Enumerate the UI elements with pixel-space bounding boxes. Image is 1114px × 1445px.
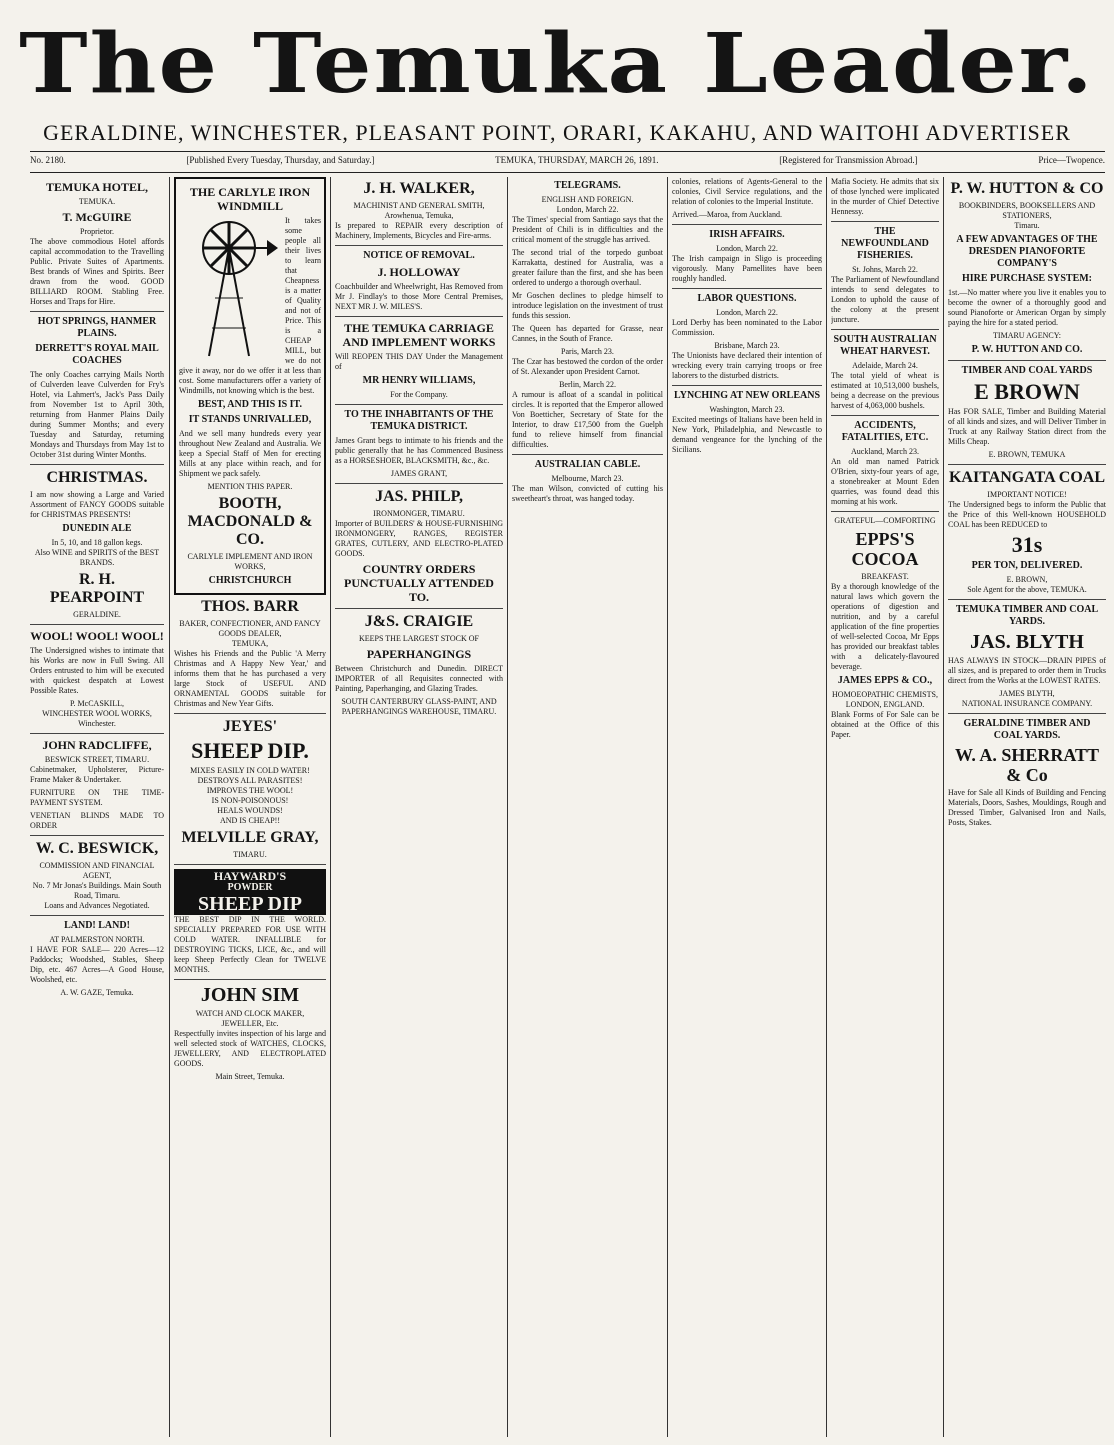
melville-place: TIMARU. <box>233 850 267 859</box>
separator <box>948 464 1106 465</box>
agency-title: TIMARU AGENCY: <box>993 331 1061 340</box>
cocoa-body: By a thorough knowledge of the natural laws which govern the operations of digestion and nutrition, and by a careful application of the fine properties of well-selected Cocoa, Mr Epps has provided our breakfast tables with a delicately-flavoured beverage. <box>831 582 939 671</box>
ale-title: DUNEDIN ALE <box>62 523 132 534</box>
timber2-title: TEMUKA TIMBER AND COAL YARDS. <box>955 604 1099 627</box>
christmas-body: I am now showing a Large and Varied Assortment of FANCY GOODS suitable for CHRISTMAS PRESENTS! <box>30 490 164 519</box>
article-paragraph: The man Wilson, convicted of cutting his sweetheart's throat, was hanged today. <box>512 484 663 503</box>
wool-title: WOOL! WOOL! WOOL! <box>30 629 164 643</box>
dateline-washington: Washington, March 23. <box>709 405 785 414</box>
sim-body: Respectfully invites inspection of his large and well selected stock of WATCHES, CLOCKS, JEWELLERY, AND ELECTROPLATED GOODS. <box>174 1029 326 1068</box>
blyth-agent: NATIONAL INSURANCE COMPANY. <box>961 699 1093 708</box>
hutton-sub: BOOKBINDERS, BOOKSELLERS AND STATIONERS, <box>958 201 1096 220</box>
wheat-heading: SOUTH AUSTRALIAN WHEAT HARVEST. <box>833 334 937 357</box>
cable-heading: AUSTRALIAN CABLE. <box>534 459 641 470</box>
separator <box>30 624 164 625</box>
separator <box>335 483 503 484</box>
issue-number: No. 2180. <box>30 155 66 165</box>
column-3 <box>335 177 503 1437</box>
booth-city: CHRISTCHURCH <box>208 575 292 586</box>
craigie-body: Between Christchurch and Dunedin. DIRECT IMPORTER of all Requisites connected with Painting, Paperhanging, and Glazing Trades. <box>335 664 503 693</box>
separator <box>335 316 503 317</box>
holloway-name: J. HOLLOWAY <box>377 265 461 279</box>
registration-note: [Registered for Transmission Abroad.] <box>779 155 918 165</box>
radcliffe-name: JOHN RADCLIFFE, <box>42 738 152 752</box>
hutton-name: P. W. HUTTON & CO <box>950 180 1104 197</box>
craigie-sub: KEEPS THE LARGEST STOCK OF <box>358 634 480 643</box>
column-divider <box>667 177 668 1437</box>
sheepdip-line: MIXES EASILY IN COLD WATER! <box>190 766 310 775</box>
blank-forms-note: Blank Forms of For Sale can be obtained at the Office of this Paper. <box>831 710 939 739</box>
carriage-title: THE TEMUKA CARRIAGE AND IMPLEMENT WORKS <box>342 321 496 349</box>
cocoa-tagline: GRATEFUL—COMFORTING <box>834 516 936 525</box>
pearpoint-name: R. H. PEARPOINT <box>49 571 145 606</box>
booth-sub: CARLYLE IMPLEMENT AND IRON WORKS, <box>187 552 313 571</box>
wool-body: The Undersigned wishes to intimate that his Works are now in Full Swing. All Orders entrusted to him will be executed with quickest despatch at Lowest Possible Rates. <box>30 646 164 695</box>
cocoa-sub: BREAKFAST. <box>861 572 909 581</box>
brown-agent-sub: Sole Agent for the above, TEMUKA. <box>967 585 1087 594</box>
dateline-london: London, March 22. <box>716 308 778 317</box>
kaitangata-notice: IMPORTANT NOTICE! <box>987 490 1067 499</box>
separator <box>948 599 1106 600</box>
dateline-melbourne: Melbourne, March 23. <box>551 474 624 483</box>
issue-date: TEMUKA, THURSDAY, MARCH 26, 1891. <box>495 155 659 165</box>
mccaskill-place: WINCHESTER WOOL WORKS, Winchester. <box>42 709 152 728</box>
hotel-body: The above commodious Hotel affords capital accommodation to the Travelling Public. Private Suites of Apartments. Best brands of Wines and Spirits. Beer drawn from the wood. GOOD BILLIARD ROOM. Stabling Free. Horses and Traps for Hire. <box>30 237 164 306</box>
article-paragraph: An old man named Patrick O'Brien, sixty-four years of age, a stonebreaker at Mount Eden quarries, was found dead this morning at his work. <box>831 457 939 506</box>
hotel-place: TEMUKA. <box>78 197 116 206</box>
column-divider <box>169 177 170 1437</box>
geraldine-title: GERALDINE TIMBER AND COAL YARDS. <box>963 718 1091 741</box>
philp-body: Importer of BUILDERS' & HOUSE-FURNISHING IRONMONGERY, RANGES, REGISTER GRATES, CUTLERY, AND ELECTRO-PLATED GOODS. <box>335 519 503 558</box>
separator <box>672 385 822 386</box>
separator <box>30 464 164 465</box>
separator <box>335 404 503 405</box>
williams-name: MR HENRY WILLIAMS, <box>362 375 476 386</box>
craigie-paperhangings: PAPERHANGINGS <box>366 647 472 661</box>
furniture-note: FURNITURE ON THE TIME-PAYMENT SYSTEM. <box>30 788 164 807</box>
article-paragraph: The Times' special from Santiago says that the President of Chili is in difficulties and the critical moment of the struggle has arrived. <box>512 215 663 244</box>
williams-role: For the Company. <box>390 390 448 399</box>
removal-title: NOTICE OF REMOVAL. <box>363 250 475 261</box>
barr-body: Wishes his Friends and the Public 'A Merry Christmas and A Happy New Year,' and informs them that he has purchased a very large Stock of USEFUL AND ORNAMENTAL GOODS suitable for Christmas and New Year Gifts. <box>174 649 326 708</box>
springs-sub: DERRETT'S ROYAL MAIL COACHES <box>35 343 159 366</box>
article-paragraph: The Unionists have declared their intention of wrecking every train carrying troops or free laborers to the disturbed districts. <box>672 351 822 380</box>
hotel-title: TEMUKA HOTEL, <box>45 180 149 194</box>
springs-body: The only Coaches carrying Mails North of Culverden leave Culverden for Fry's Hotel, via Lahmert's, Jack's Pass Daily from November 1st to April 30th, returning from Hanmer Plains Daily during Summer Months; and every Tuesday and Saturday, returning Mondays and Thursdays from May 1st to October 31st during Winter Months. <box>30 370 164 459</box>
cocoa-maker-sub: HOMOEOPATHIC CHEMISTS, LONDON, ENGLAND. <box>832 690 938 709</box>
walker-body: Is prepared to REPAIR every description of Machinery, Implements, Bicycles and Fire-arms. <box>335 221 503 240</box>
sheepdip-line: DESTROYS ALL PARASITES! <box>197 776 303 785</box>
dateline-brisbane: Brisbane, March 23. <box>714 341 780 350</box>
article-paragraph: Arrived.—Maroa, from Auckland. <box>672 210 782 219</box>
separator <box>948 713 1106 714</box>
hayward-banner: POWDER <box>174 883 326 893</box>
windmill-icon <box>179 218 279 358</box>
coal-price: 31s <box>1011 532 1043 557</box>
article-paragraph: The Czar has bestowed the cordon of the order of St. Alexander upon President Carnot. <box>512 357 663 376</box>
separator <box>512 454 663 455</box>
gaze-signature: A. W. GAZE, Temuka. <box>60 988 134 997</box>
sheepdip-line: AND IS CHEAP!! <box>220 816 280 825</box>
column-6 <box>831 177 939 1437</box>
dateline <box>30 155 1105 171</box>
separator <box>672 224 822 225</box>
land-place: AT PALMERSTON NORTH. <box>49 935 145 944</box>
separator <box>335 608 503 609</box>
dateline-paris: Paris, March 23. <box>561 347 614 356</box>
holloway-body: Coachbuilder and Wheelwright, Has Removed from Mr J. Findlay's to those More Central Premises, NEXT MR J. W. MILES'S. <box>335 282 503 311</box>
christmas-title: CHRISTMAS. <box>46 469 148 486</box>
irish-heading: IRISH AFFAIRS. <box>709 229 785 240</box>
column-4 <box>512 177 663 1437</box>
sheepdip-line: IMPROVES THE WOOL! <box>206 786 294 795</box>
rule <box>30 151 1105 152</box>
separator <box>174 979 326 980</box>
dateline-stjohns: St. Johns, March 22. <box>852 265 918 274</box>
newspaper-title: The Temuka Leader. <box>19 14 1095 112</box>
sheepdip-line: IS NON-POISONOUS! <box>211 796 289 805</box>
hire-body: 1st.—No matter where you live it enables you to become the owner of a thoroughly good and sound Pianoforte or American Organ by simply paying the hire for a stated period. <box>948 288 1106 327</box>
brown-name: E BROWN <box>974 379 1080 404</box>
separator <box>831 221 939 222</box>
springs-title: HOT SPRINGS, HANMER PLAINS. <box>37 316 157 339</box>
beswick-role: COMMISSION AND FINANCIAL AGENT, <box>39 861 155 880</box>
article-paragraph: The total yield of wheat is estimated at 10,513,000 bushels, being a decrease on the previous harvest of 4,063,000 bushels. <box>831 371 939 410</box>
windmill-ad <box>174 177 326 595</box>
craigie-name: J&S. CRAIGIE <box>364 613 474 630</box>
barr-name: THOS. BARR <box>201 598 299 615</box>
hayward-banner: HAYWARD'S <box>174 869 326 883</box>
agency-name: P. W. HUTTON AND CO. <box>971 344 1083 355</box>
article-paragraph: The second trial of the torpedo gunboat Karrakatta, destined for Australia, was a greater failure than the first, and she has been ordered to undergo a thorough overhaul. <box>512 248 663 287</box>
barr-place: TEMUKA, <box>231 639 269 648</box>
article-paragraph: The Queen has departed for Grasse, near Cannes, in the South of France. <box>512 324 663 343</box>
masthead <box>0 0 1114 175</box>
barr-sub: BAKER, CONFECTIONER, AND FANCY GOODS DEALER, <box>179 619 321 638</box>
separator <box>831 511 939 512</box>
column-1 <box>30 177 164 1437</box>
walker-place: Arowhenua, Temuka, <box>384 211 454 220</box>
lynching-heading: LYNCHING AT NEW ORLEANS <box>673 390 821 401</box>
philp-sub: IRONMONGER, TIMARU. <box>373 509 465 518</box>
article-paragraph: The Irish campaign in Sligo is proceeding vigorously. Many Parnellites have been roughly handled. <box>672 254 822 283</box>
publication-days: [Published Every Tuesday, Thursday, and Saturday.] <box>186 155 375 165</box>
separator <box>30 733 164 734</box>
sim-name: JOHN SIM <box>200 984 300 1006</box>
blyth-body: HAS ALWAYS IN STOCK—DRAIN PIPES of all sizes, and is prepared to order them in Trucks direct from the Works at the LOWEST RATES. <box>948 656 1106 685</box>
sherratt-body: Have for Sale all Kinds of Building and Fencing Materials, Doors, Sashes, Mouldings, Rough and Dressed Timber, Galvanised Iron and Nails, Posts, Stakes. <box>948 788 1106 827</box>
windmill-title: THE CARLYLE IRON WINDMILL <box>189 185 311 213</box>
blinds-note: VENETIAN BLINDS MADE TO ORDER <box>30 811 164 830</box>
melville-name: MELVILLE GRAY, <box>181 829 319 846</box>
newfoundland-heading: THE NEWFOUNDLAND FISHERIES. <box>841 226 929 261</box>
hotel-owner: T. McGUIRE <box>62 210 132 224</box>
column-divider <box>826 177 827 1437</box>
price: Price—Twopence. <box>1038 155 1105 165</box>
article-paragraph: Excited meetings of Italians have been held in New York, Philadelphia, and Newcastle to demand vengeance for the lynching of the Sicilians. <box>672 415 822 454</box>
separator <box>30 915 164 916</box>
blyth-signature: JAMES BLYTH, <box>999 689 1055 698</box>
column-2 <box>174 177 326 1437</box>
radcliffe-place: BESWICK STREET, TIMARU. <box>44 755 150 764</box>
hayward-banner: SHEEP DIP <box>174 893 326 915</box>
windmill-body-2: And we sell many hundreds every year throughout New Zealand and Australia. We keep a Special Staff of Men for erecting Mills at any place within reach, and for Shipment we pack safely. <box>179 429 321 478</box>
separator <box>174 864 326 865</box>
kaitangata-body: The Undersigned begs to inform the Public that the Price of this Well-known HOUSEHOLD COAL has been REDUCED to <box>948 500 1106 529</box>
column-7 <box>948 177 1106 1437</box>
blyth-name: JAS. BLYTH <box>970 631 1084 653</box>
timber-title: TIMBER AND COAL YARDS <box>961 365 1093 376</box>
cocoa-maker: JAMES EPPS & CO., <box>837 675 933 686</box>
sim-sub: WATCH AND CLOCK MAKER, JEWELLER, Etc. <box>195 1009 305 1028</box>
pearpoint-place: GERALDINE. <box>73 610 121 619</box>
separator <box>831 415 939 416</box>
beswick-address: No. 7 Mr Jonas's Buildings. Main South Road, Timaru. <box>32 881 162 900</box>
walker-sub: MACHINIST AND GENERAL SMITH, <box>353 201 485 210</box>
dateline-berlin: Berlin, March 22. <box>559 380 616 389</box>
grant-body: James Grant begs to intimate to his friends and the public generally that he has Commenced Business as a HORSESHOER, BLACKSMITH, &c., &c. <box>335 436 503 465</box>
column-divider <box>330 177 331 1437</box>
craigie-warehouse: SOUTH CANTERBURY GLASS-PAINT, AND PAPERHANGINGS WAREHOUSE, TIMARU. <box>341 697 497 716</box>
hire-title: HIRE PURCHASE SYSTEM: <box>961 273 1093 284</box>
booth-name: BOOTH, MACDONALD & CO. <box>187 495 313 548</box>
beswick-name: W. C. BESWICK, <box>35 840 159 857</box>
separator <box>948 360 1106 361</box>
walker-name: J. H. WALKER, <box>363 180 475 197</box>
separator <box>174 713 326 714</box>
jeyes-title: JEYES' <box>222 718 278 735</box>
labor-heading: LABOR QUESTIONS. <box>697 293 797 304</box>
land-title: LAND! LAND! <box>64 920 130 931</box>
windmill-body: It takes some people all their lives to learn that Cheapness is a matter of Quality and not of Price. This is a CHEAP MILL, but we do not give it away, nor do we offer it at less than cost. Some manufacturers offer a variety of Windmills, not knowing which is the best. <box>179 216 321 395</box>
windmill-best: BEST, AND THIS IS IT. <box>198 399 302 410</box>
dateline-london: London, March 22. <box>716 244 778 253</box>
hotel-role: Proprietor. <box>80 227 114 236</box>
telegrams-heading: TELEGRAMS. <box>554 180 621 191</box>
windmill-unrivalled: IT STANDS UNRIVALLED, <box>188 414 312 425</box>
article-paragraph: Lord Derby has been nominated to the Labor Commission. <box>672 318 822 337</box>
newspaper-subtitle: GERALDINE, WINCHESTER, PLEASANT POINT, ORARI, KAKAHU, AND WAITOHI ADVERTISER <box>43 120 1071 145</box>
dateline-london: London, March 22. <box>556 205 619 214</box>
beswick-loans: Loans and Advances Negotiated. <box>44 901 150 910</box>
separator <box>335 245 503 246</box>
philp-name: JAS. PHILP, <box>375 488 463 505</box>
sim-address: Main Street, Temuka. <box>215 1072 285 1081</box>
coal-per-ton: PER TON, DELIVERED. <box>971 560 1083 571</box>
article-paragraph: Mafia Society. He admits that six of those lynched were implicated in the murder of Chief Detective Hennessy. <box>831 177 939 216</box>
sheepdip-title: SHEEP DIP. <box>191 738 309 763</box>
article-paragraph: Mr Goschen declines to pledge himself to introduce legislation on the investment of trust funds this session. <box>512 291 663 320</box>
kaitangata-title: KAITANGATA COAL <box>948 469 1105 486</box>
ale-wine: Also WINE and SPIRITS of the BEST BRANDS. <box>34 548 160 567</box>
cocoa-title: EPPS'S COCOA <box>851 529 919 569</box>
column-divider <box>943 177 944 1437</box>
radcliffe-body: Cabinetmaker, Upholsterer, Picture-Frame Maker & Undertaker. <box>30 765 164 784</box>
carriage-body: Will REOPEN THIS DAY Under the Management of <box>335 352 503 371</box>
article-paragraph: colonies, relations of Agents-General to the colonies, Civil Service regulations, and the relation of colonies to the Imperial Institute. <box>672 177 822 206</box>
dateline-adelaide: Adelaide, March 24. <box>852 361 918 370</box>
mccaskill-name: P. McCASKILL, <box>69 699 124 708</box>
brown-signature: E. BROWN, TEMUKA <box>988 450 1066 459</box>
separator <box>30 311 164 312</box>
brown-agent-name: E. BROWN, <box>1006 575 1048 584</box>
country-orders: COUNTRY ORDERS PUNCTUALLY ATTENDED TO. <box>344 562 494 604</box>
sherratt-name: W. A. SHERRATT & Co <box>954 745 1100 785</box>
separator <box>831 329 939 330</box>
sheepdip-line: HEALS WOUNDS! <box>217 806 283 815</box>
advantages-title: A FEW ADVANTAGES OF THE DRESDEN PIANOFORTE COMPANY'S <box>956 234 1098 269</box>
column-divider <box>507 177 508 1437</box>
hayward-body: THE BEST DIP IN THE WORLD. SPECIALLY PREPARED FOR USE WITH COLD WATER. INFALLIBLE for DESTROYING TICKS, LICE, &c., and will keep Sheep Perfectly Clean for TWELVE MONTHS. <box>174 915 326 974</box>
hutton-place: Timaru. <box>1014 221 1040 230</box>
article-paragraph: The Parliament of Newfoundland intends to send delegates to London to uphold the cause of the colony at the present juncture. <box>831 275 939 324</box>
separator <box>30 835 164 836</box>
rule <box>30 172 1105 173</box>
article-paragraph: A rumour is afloat of a scandal in political circles. It is reported that the Emperor allowed Von Boetticher, Secretary of State for the Interior, to draw £17,500 from the Guelph fund to relieve himself from financial difficulties. <box>512 390 663 449</box>
dateline-auckland: Auckland, March 23. <box>851 447 919 456</box>
separator <box>672 288 822 289</box>
inhabitants-title: TO THE INHABITANTS OF THE TEMUKA DISTRICT. <box>344 409 494 432</box>
ale-sub: In 5, 10, and 18 gallon kegs. <box>51 538 143 547</box>
windmill-mention: MENTION THIS PAPER. <box>207 482 293 491</box>
land-body: I HAVE FOR SALE— 220 Acres—12 Paddocks; Woodshed, Stables, Sheep Dip, etc. 467 Acres—A Good House, Woolshed, etc. <box>30 945 164 984</box>
accidents-heading: ACCIDENTS, FATALITIES, ETC. <box>841 420 929 443</box>
brown-body: Has FOR SALE, Timber and Building Material of all kinds and sizes, and will Deliver Timber in Truck at any Railway Station direct from the Mills Cheap. <box>948 407 1106 446</box>
english-heading: ENGLISH AND FOREIGN. <box>541 195 634 204</box>
grant-name: JAMES GRANT, <box>390 469 448 478</box>
column-5 <box>672 177 822 1437</box>
